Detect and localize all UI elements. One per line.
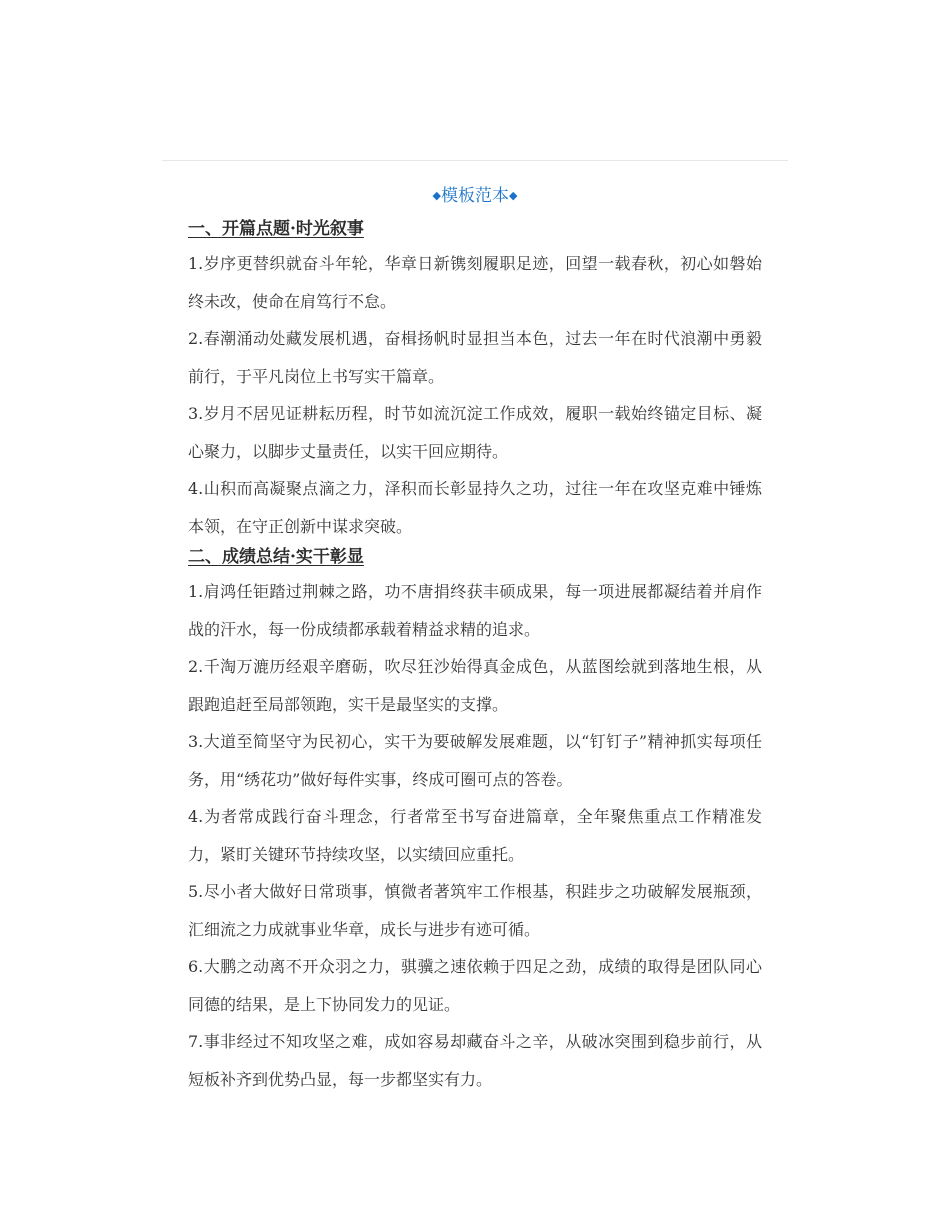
diamond-right-icon: ◆	[509, 189, 518, 202]
list-item: 1.岁序更替织就奋斗年轮，华章日新镌刻履职足迹，回望一载春秋，初心如磐始终未改，使命在肩笃行不怠。	[188, 254, 762, 311]
section-heading-text: 二、成绩总结·实干彰显	[188, 547, 364, 567]
section-opening	[188, 217, 762, 545]
header-divider	[162, 160, 788, 161]
list-item: 7.事非经过不知攻坚之难，成如容易却藏奋斗之辛，从破冰突围到稳步前行，从短板补齐到优势凸显，每一步都坚实有力。	[188, 1032, 762, 1089]
section-heading	[188, 545, 762, 569]
section-heading-text: 一、开篇点题·时光叙事	[188, 219, 364, 239]
list-item: 2.春潮涌动处藏发展机遇，奋楫扬帆时显担当本色，过去一年在时代浪潮中勇毅前行，于平凡岗位上书写实干篇章。	[188, 329, 762, 386]
document-title-text: 模板范本	[441, 186, 509, 206]
diamond-left-icon: ◆	[432, 189, 441, 202]
document-body	[188, 183, 762, 1098]
list-item: 6.大鹏之动离不开众羽之力，骐骥之速依赖于四足之劲，成绩的取得是团队同心同德的结果，是上下协同发力的见证。	[188, 957, 762, 1014]
section-heading	[188, 217, 762, 241]
list-item: 3.岁月不居见证耕耘历程，时节如流沉淀工作成效，履职一载始终锚定目标、凝心聚力，以脚步丈量责任，以实干回应期待。	[188, 404, 762, 461]
list-item: 2.千淘万漉历经艰辛磨砺，吹尽狂沙始得真金成色，从蓝图绘就到落地生根，从跟跑追赶至局部领跑，实干是最坚实的支撑。	[188, 657, 762, 714]
list-item: 3.大道至简坚守为民初心，实干为要破解发展难题，以“钉钉子”精神抓实每项任务，用“绣花功”做好每件实事，终成可圈可点的答卷。	[188, 732, 762, 789]
list-item: 4.山积而高凝聚点滴之力，泽积而长彰显持久之功，过往一年在攻坚克难中锤炼本领，在守正创新中谋求突破。	[188, 479, 762, 536]
list-item: 4.为者常成践行奋斗理念，行者常至书写奋进篇章，全年聚焦重点工作精准发力，紧盯关键环节持续攻坚，以实绩回应重托。	[188, 807, 762, 864]
document-title	[188, 183, 762, 209]
list-item: 5.尽小者大做好日常琐事，慎微者著筑牢工作根基，积跬步之功破解发展瓶颈，汇细流之力成就事业华章，成长与进步有迹可循。	[188, 882, 762, 939]
list-item: 1.肩鸿任钜踏过荆棘之路，功不唐捐终获丰硕成果，每一项进展都凝结着并肩作战的汗水，每一份成绩都承载着精益求精的追求。	[188, 582, 762, 639]
section-achievements	[188, 545, 762, 1098]
